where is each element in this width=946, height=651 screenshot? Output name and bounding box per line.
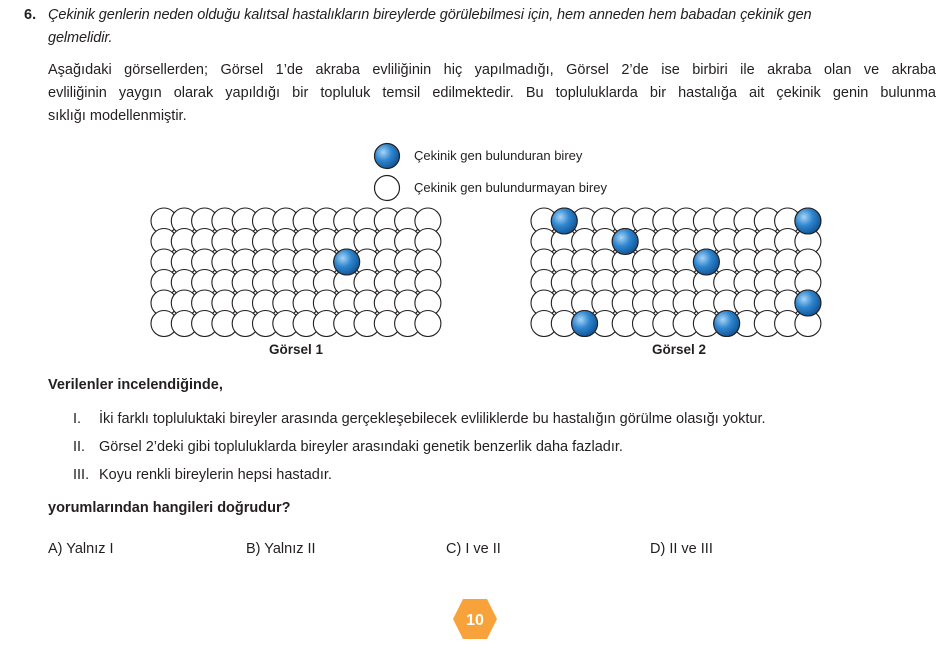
legend-carrier-icon: [375, 144, 400, 169]
carrier-individual: [795, 208, 821, 234]
option-d[interactable]: D) II ve III: [650, 541, 713, 557]
question-stem-line-1: Çekinik genlerin neden olduğu kalıtsal hastalıkların bireylerde görülebilmesi için, hem anneden hem babadan çekinik gen: [48, 7, 812, 23]
question-number: 6.: [24, 7, 37, 23]
statement-2-number: II.: [73, 439, 86, 455]
statement-3-number: III.: [73, 467, 90, 483]
page-number-badge: [452, 598, 498, 640]
statement-2-text: Görsel 2’deki gibi topluluklarda bireyler arasındaki genetik benzerlik daha fazladır.: [99, 439, 623, 455]
question-end: yorumlarından hangileri doğrudur?: [48, 500, 291, 516]
option-b[interactable]: B) Yalnız II: [246, 541, 316, 557]
legend-carrier-label: Çekinik gen bulunduran birey: [414, 148, 583, 163]
figure-1-caption: Görsel 1: [269, 342, 324, 357]
page-number: 10: [466, 612, 484, 629]
non-carrier-individual: [415, 311, 441, 337]
figure-2-caption: Görsel 2: [652, 342, 707, 357]
carrier-individual: [612, 229, 638, 255]
statement-1-text: İki farklı topluluktaki bireyler arasında gerçekleşebilecek evliliklerde bu hastalığın görülme olasığı yoktur.: [99, 411, 766, 427]
figure-1-population-grid: [148, 205, 448, 337]
legend-non-carrier-icon: [375, 176, 400, 201]
paragraph-line-1: Aşağıdaki görsellerden; Görsel 1’de akraba evliliğinin hiç yapılmadığı, Görsel 2’de ise birbiri ile akraba olan ve akraba: [48, 62, 936, 78]
paragraph-line-2: evliliğinin yaygın olarak yapıldığı bir topluluk temsil edilmektedir. Bu topluluklarda bir hastalığa ait çekinik genin bulunma: [48, 85, 936, 101]
carrier-individual: [551, 208, 577, 234]
paragraph-line-3: sıklığı modellenmiştir.: [48, 108, 187, 124]
option-a[interactable]: A) Yalnız I: [48, 541, 114, 557]
option-c[interactable]: C) I ve II: [446, 541, 501, 557]
question-prompt: Verilenler incelendiğinde,: [48, 377, 223, 393]
carrier-individual: [334, 249, 360, 275]
carrier-individual: [714, 311, 740, 337]
figure-2-population-grid: [528, 205, 833, 337]
legend-non-carrier-label: Çekinik gen bulundurmayan birey: [414, 180, 607, 195]
legend-symbols: [370, 140, 410, 206]
statement-3-text: Koyu renkli bireylerin hepsi hastadır.: [99, 467, 332, 483]
question-stem-line-2: gelmelidir.: [48, 30, 113, 46]
question-paragraph: [48, 59, 936, 128]
carrier-individual: [795, 290, 821, 316]
statement-1-number: I.: [73, 411, 82, 427]
carrier-individual: [693, 249, 719, 275]
carrier-individual: [572, 311, 598, 337]
